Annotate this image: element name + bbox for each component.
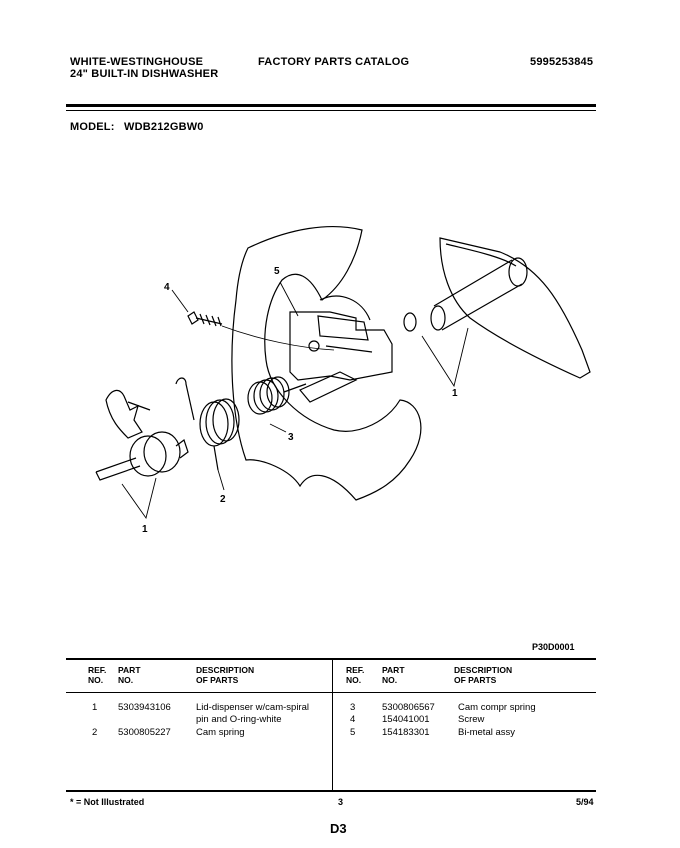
- callout-4: 4: [164, 282, 170, 293]
- row-ref: 4: [350, 714, 356, 725]
- row-ref: 2: [92, 727, 98, 738]
- row-description-cont: pin and O-ring-white: [196, 714, 282, 725]
- header-ref-no: NO.: [88, 675, 104, 685]
- not-illustrated-note: * = Not Illustrated: [70, 797, 145, 807]
- catalog-number: 5995253845: [530, 56, 594, 68]
- table-bottom-rule: [66, 790, 596, 792]
- header-of-parts: OF PARTS: [196, 675, 239, 685]
- model-number: WDB212GBW0: [124, 121, 204, 133]
- section-code: D3: [330, 821, 347, 836]
- lid-assembly: [404, 238, 590, 378]
- header-ref: REF.: [88, 665, 107, 675]
- row-ref: 5: [350, 727, 356, 738]
- cam-spring: [176, 378, 239, 470]
- header-description-right: DESCRIPTION: [454, 665, 513, 675]
- bimetal-bracket: [290, 312, 392, 380]
- cam-compression-spring: [248, 377, 306, 414]
- table-divider: [332, 660, 333, 790]
- header-part-no: NO.: [118, 675, 134, 685]
- row-part-number: 5303943106: [118, 702, 171, 713]
- callout-2: 2: [220, 494, 226, 505]
- row-ref: 3: [350, 702, 356, 713]
- model-label: MODEL:: [70, 121, 115, 133]
- row-part-number: 154183301: [382, 727, 430, 738]
- callout-1-right: 1: [452, 388, 458, 399]
- diagram-ref-code: P30D0001: [532, 642, 575, 652]
- table-top-rule: [66, 658, 596, 660]
- callout-3: 3: [288, 432, 294, 443]
- row-description: Bi-metal assy: [458, 727, 516, 738]
- row-description: Lid-dispenser w/cam-spiral: [196, 702, 309, 713]
- row-ref: 1: [92, 702, 98, 713]
- product-name: 24" BUILT-IN DISHWASHER: [70, 68, 219, 80]
- header-description: DESCRIPTION: [196, 665, 255, 675]
- callout-1-left: 1: [142, 524, 148, 535]
- header-of-parts-right: OF PARTS: [454, 675, 497, 685]
- header-part-right: PART: [382, 665, 405, 675]
- header-part: PART: [118, 665, 141, 675]
- revision-date: 5/94: [576, 797, 594, 807]
- catalog-title: FACTORY PARTS CATALOG: [258, 56, 410, 68]
- row-description: Cam spring: [196, 727, 245, 738]
- table-header-rule: [66, 692, 596, 693]
- page-number: 3: [338, 797, 344, 807]
- header-ref-no-right: NO.: [346, 675, 362, 685]
- lid-dispenser-cam: [96, 390, 188, 480]
- row-part-number: 5300806567: [382, 702, 435, 713]
- brand-name: WHITE-WESTINGHOUSE: [70, 56, 204, 68]
- row-description: Screw: [458, 714, 485, 725]
- header-part-no-right: NO.: [382, 675, 398, 685]
- row-part-number: 154041001: [382, 714, 430, 725]
- header-ref-right: REF.: [346, 665, 365, 675]
- row-part-number: 5300805227: [118, 727, 171, 738]
- row-description: Cam compr spring: [458, 702, 536, 713]
- callout-5: 5: [274, 266, 280, 277]
